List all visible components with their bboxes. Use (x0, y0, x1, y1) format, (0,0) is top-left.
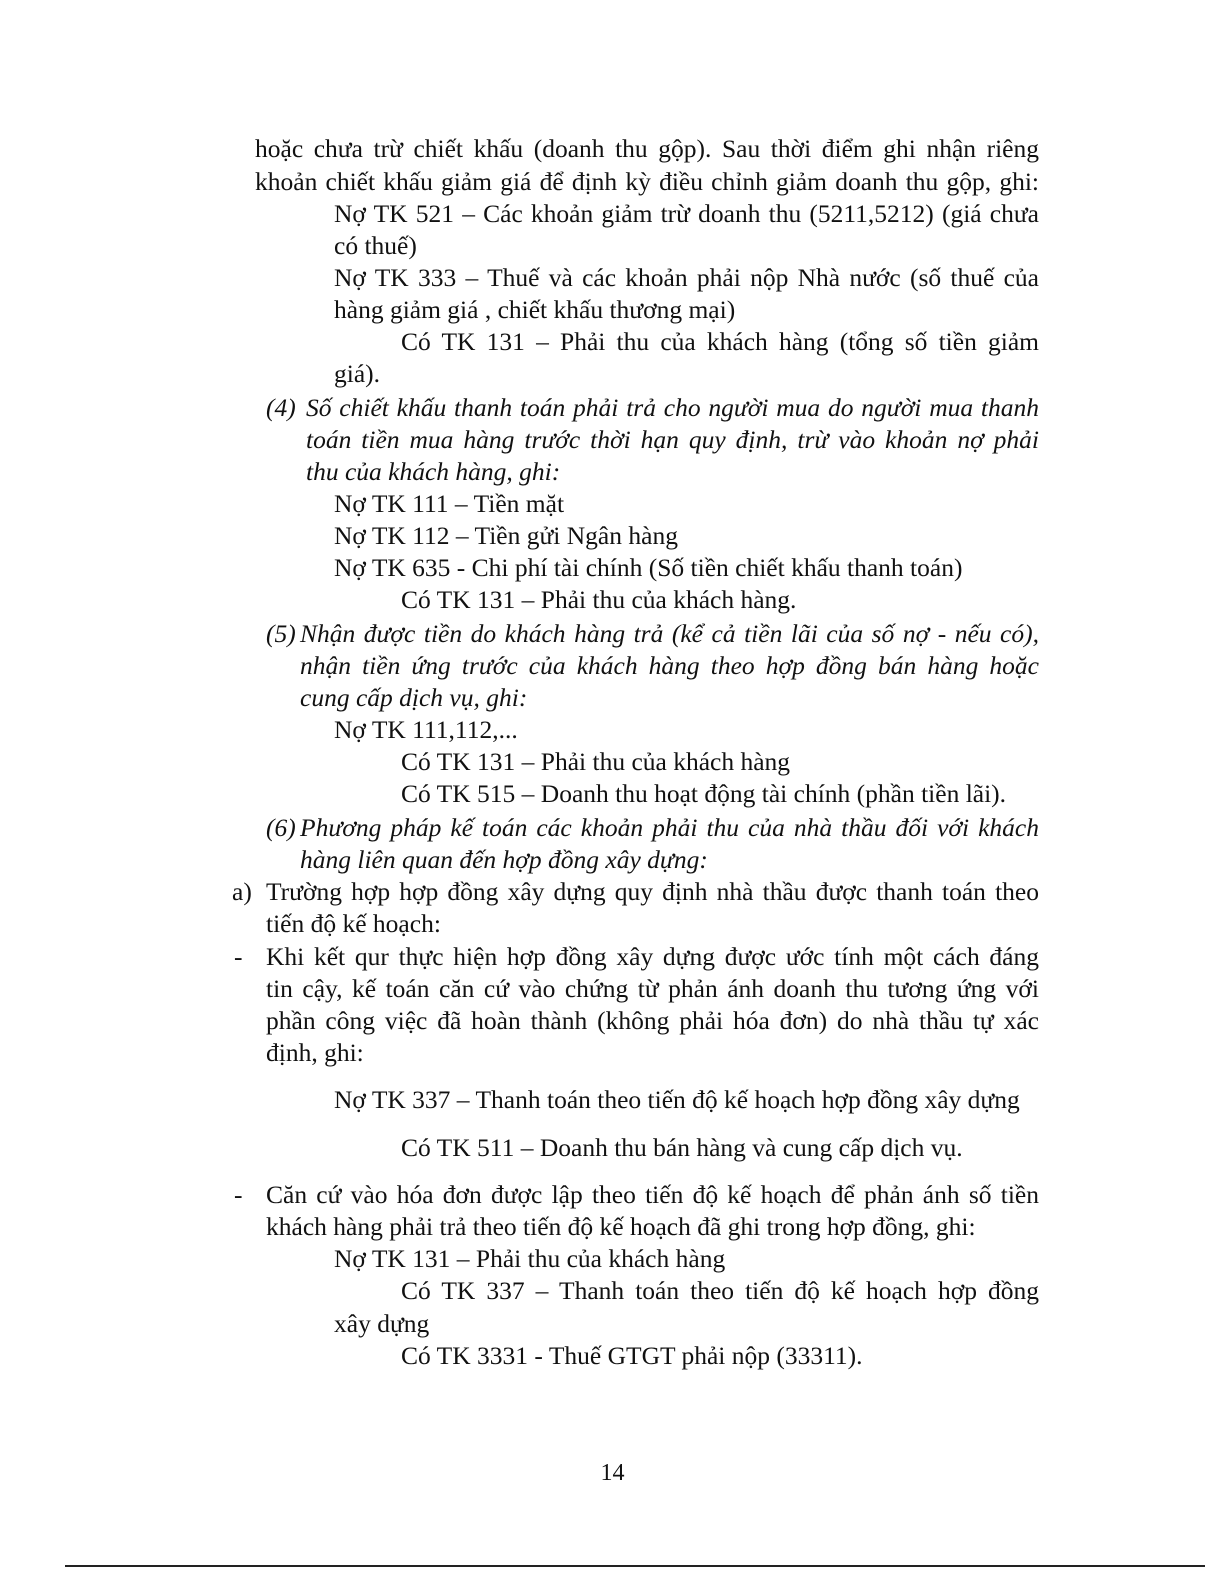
text-line: có thuế) (334, 231, 417, 260)
text-line: tiến độ kế hoạch: (266, 909, 441, 938)
section-heading: Phương pháp kế toán các khoản phải thu của nhà thầu đối với khách (300, 813, 1039, 842)
section-heading: hàng liên quan đến hợp đồng xây dựng: (300, 845, 708, 874)
entry-debit: Nợ TK 111,112,... (334, 715, 518, 744)
list-marker: a) (232, 877, 252, 906)
text-line: khách hàng phải trả theo tiến độ kế hoạch đã ghi trong hợp đồng, ghi: (266, 1212, 976, 1241)
text-line: xây dựng (334, 1309, 430, 1338)
text-line: phần công việc đã hoàn thành (không phải hóa đơn) do nhà thầu tự xác (266, 1006, 1039, 1035)
entry-credit: Có TK 131 – Phải thu của khách hàng (tổng số tiền giảm (401, 327, 1039, 356)
entry-debit: Nợ TK 337 – Thanh toán theo tiến độ kế hoạch hợp đồng xây dựng (334, 1085, 1020, 1114)
entry-credit: Có TK 3331 - Thuế GTGT phải nộp (33311). (401, 1341, 863, 1370)
text-line: Khi kết qur thực hiện hợp đồng xây dựng được ước tính một cách đáng (266, 942, 1039, 971)
text-line: Trường hợp hợp đồng xây dựng quy định nhà thầu được thanh toán theo (266, 877, 1039, 906)
bullet-dash: - (234, 1180, 243, 1209)
section-heading: cung cấp dịch vụ, ghi: (300, 683, 528, 712)
text-line: giá). (334, 359, 381, 388)
text-line: Căn cứ vào hóa đơn được lập theo tiến độ kế hoạch để phản ánh số tiền (266, 1180, 1039, 1209)
bullet-dash: - (234, 942, 243, 971)
entry-debit: Nợ TK 635 - Chi phí tài chính (Số tiền chiết khấu thanh toán) (334, 553, 963, 582)
entry-credit: Có TK 131 – Phải thu của khách hàng. (401, 585, 797, 614)
section-heading: nhận tiền ứng trước của khách hàng theo hợp đồng bán hàng hoặc (300, 651, 1039, 680)
entry-debit: Nợ TK 333 – Thuế và các khoản phải nộp Nhà nước (số thuế của (334, 263, 1039, 292)
section-heading: Nhận được tiền do khách hàng trả (kể cả tiền lãi của số nợ - nếu có), (300, 619, 1039, 648)
text-line: định, ghi: (266, 1038, 364, 1067)
entry-credit: Có TK 337 – Thanh toán theo tiến độ kế hoạch hợp đồng (401, 1276, 1039, 1305)
entry-debit: Nợ TK 131 – Phải thu của khách hàng (334, 1244, 726, 1273)
text-line: hàng giảm giá , chiết khấu thương mại) (334, 295, 736, 324)
text-line: khoản chiết khấu giảm giá để định kỳ điều chỉnh giảm doanh thu gộp, ghi: (255, 167, 1039, 196)
section-heading: toán tiền mua hàng trước thời hạn quy định, trừ vào khoản nợ phải (306, 425, 1039, 454)
section-heading: thu của khách hàng, ghi: (306, 457, 561, 486)
bottom-rule (65, 1565, 1205, 1567)
item-marker: (6) (266, 813, 296, 842)
item-marker: (4) (266, 393, 296, 422)
entry-credit: Có TK 511 – Doanh thu bán hàng và cung cấp dịch vụ. (401, 1133, 963, 1162)
entry-debit: Nợ TK 112 – Tiền gửi Ngân hàng (334, 521, 678, 550)
item-marker: (5) (266, 619, 296, 648)
text-line: tin cậy, kế toán căn cứ vào chứng từ phản ánh doanh thu tương ứng với (266, 974, 1039, 1003)
text-line: hoặc chưa trừ chiết khấu (doanh thu gộp). Sau thời điểm ghi nhận riêng (255, 134, 1039, 163)
entry-debit: Nợ TK 521 – Các khoản giảm trừ doanh thu (5211,5212) (giá chưa (334, 199, 1039, 228)
entry-credit: Có TK 131 – Phải thu của khách hàng (401, 747, 791, 776)
section-heading: Số chiết khấu thanh toán phải trả cho người mua do người mua thanh (306, 393, 1039, 422)
page-number: 14 (600, 1460, 625, 1486)
entry-debit: Nợ TK 111 – Tiền mặt (334, 489, 565, 518)
entry-credit: Có TK 515 – Doanh thu hoạt động tài chính (phần tiền lãi). (401, 779, 1007, 808)
